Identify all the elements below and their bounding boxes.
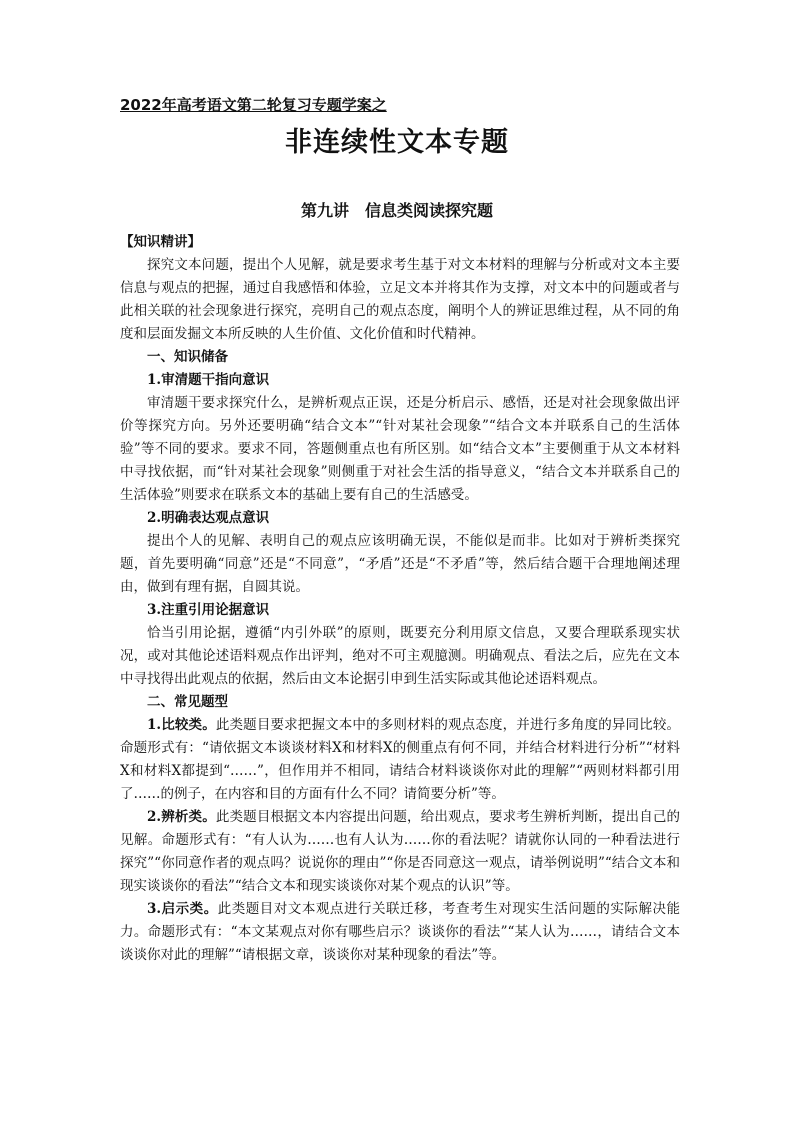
subheading-item-2: 2.明确表达观点意识 — [147, 510, 270, 526]
subheading-item-1: 1.审清题干指向意识 — [147, 372, 270, 388]
type-paragraph-compare — [120, 714, 680, 806]
main-title: 非连续性文本专题 — [285, 127, 509, 158]
knowledge-label: 【知识精讲】 — [120, 234, 201, 250]
intro-paragraph: 探究文本问题，提出个人见解，就是要求考生基于对文本材料的理解与分析或对文本主要信息与观点的把握，通过自我感悟和体验，立足文本并将其作为支撑，对文本中的问题或者与此相关联的社会现象进行探究，亮明自己的观点态度，阐明个人的辨证思维过程，从不同的角度和层面发掘文本所反映的人生价值、文化价值和时代精神。 — [120, 257, 680, 342]
lecture-title: 第九讲 信息类阅读探究题 — [300, 201, 493, 220]
paragraph-item-2: 提出个人的见解、表明自己的观点应该明确无误，不能似是而非。比如对于辨析类探究题，首先要明确“同意”还是“不同意”，“矛盾”还是“不矛盾”等，然后结合题干合理地阐述理由，做到有理有据，自圆其说。 — [120, 533, 680, 595]
type-lead-analyze: 2.辨析类。 — [147, 809, 216, 825]
section-heading-reserve: 一、知识储备 — [147, 349, 228, 365]
type-body-insight: 此类题目对文本观点进行关联迁移，考查考生对现实生活问题的实际解决能力。命题形式有：“本文某观点对你有哪些启示？谈谈你的看法”“某人认为……，请结合文本谈谈你对此的理解”“请根据文章，谈谈你对某种现象的看法”等。 — [120, 901, 681, 963]
type-paragraph-analyze — [120, 806, 680, 898]
series-title: 2022年高考语文第二轮复习专题学案之 — [120, 96, 387, 114]
paragraph-item-1: 审清题干要求探究什么，是辨析观点正误，还是分析启示、感悟，还是对社会现象做出评价等探究方向。另外还要明确“结合文本”“针对某社会现象”“结合文本并联系自己的生活体验”等不同的要求。要求不同，答题侧重点也有所区别。如“结合文本”主要侧重于从文本材料中寻找依据，而“针对某社会现象”则侧重于对社会生活的指导意义，“结合文本并联系自己的生活体验”则要求在联系文本的基础上要有自己的生活感受。 — [120, 395, 680, 503]
paragraph-item-3: 恰当引用论据，遵循“内引外联”的原则，既要充分利用原文信息，又要合理联系现实状况，或对其他论述语料观点作出评判，绝对不可主观臆测。明确观点、看法之后，应先在文本中寻找得出此观点的依据，然后由文本论据引申到生活实际或其他论述语料观点。 — [120, 625, 680, 687]
document-body — [120, 231, 680, 967]
type-paragraph-insight — [120, 898, 680, 967]
type-lead-compare: 1.比较类。 — [147, 717, 216, 733]
type-body-analyze: 此类题目根据文本内容提出问题，给出观点，要求考生辨析判断，提出自己的见解。命题形式有：“有人认为……也有人认为……你的看法呢？请就你认同的一种看法进行探究”“你同意作者的观点吗？说说你的理由”“你是否同意这一观点，请举例说明”“结合文本和现实谈谈你的看法”“结合文本和现实谈谈你对某个观点的认识”等。 — [120, 809, 681, 894]
type-lead-insight: 3.启示类。 — [147, 901, 218, 917]
subheading-item-3: 3.注重引用论据意识 — [147, 602, 270, 618]
type-body-compare: 此类题目要求把握文本中的多则材料的观点态度，并进行多角度的异同比较。命题形式有：“请依据文本谈谈材料X和材料X的侧重点有何不同，并结合材料进行分析”“材料X和材料X都提到“……”，但作用并不相同，请结合材料谈谈你对此的理解”“两则材料都引用了……的例子，在内容和目的方面有什么不同？请简要分析”等。 — [120, 717, 681, 802]
section-heading-types: 二、常见题型 — [147, 694, 228, 710]
